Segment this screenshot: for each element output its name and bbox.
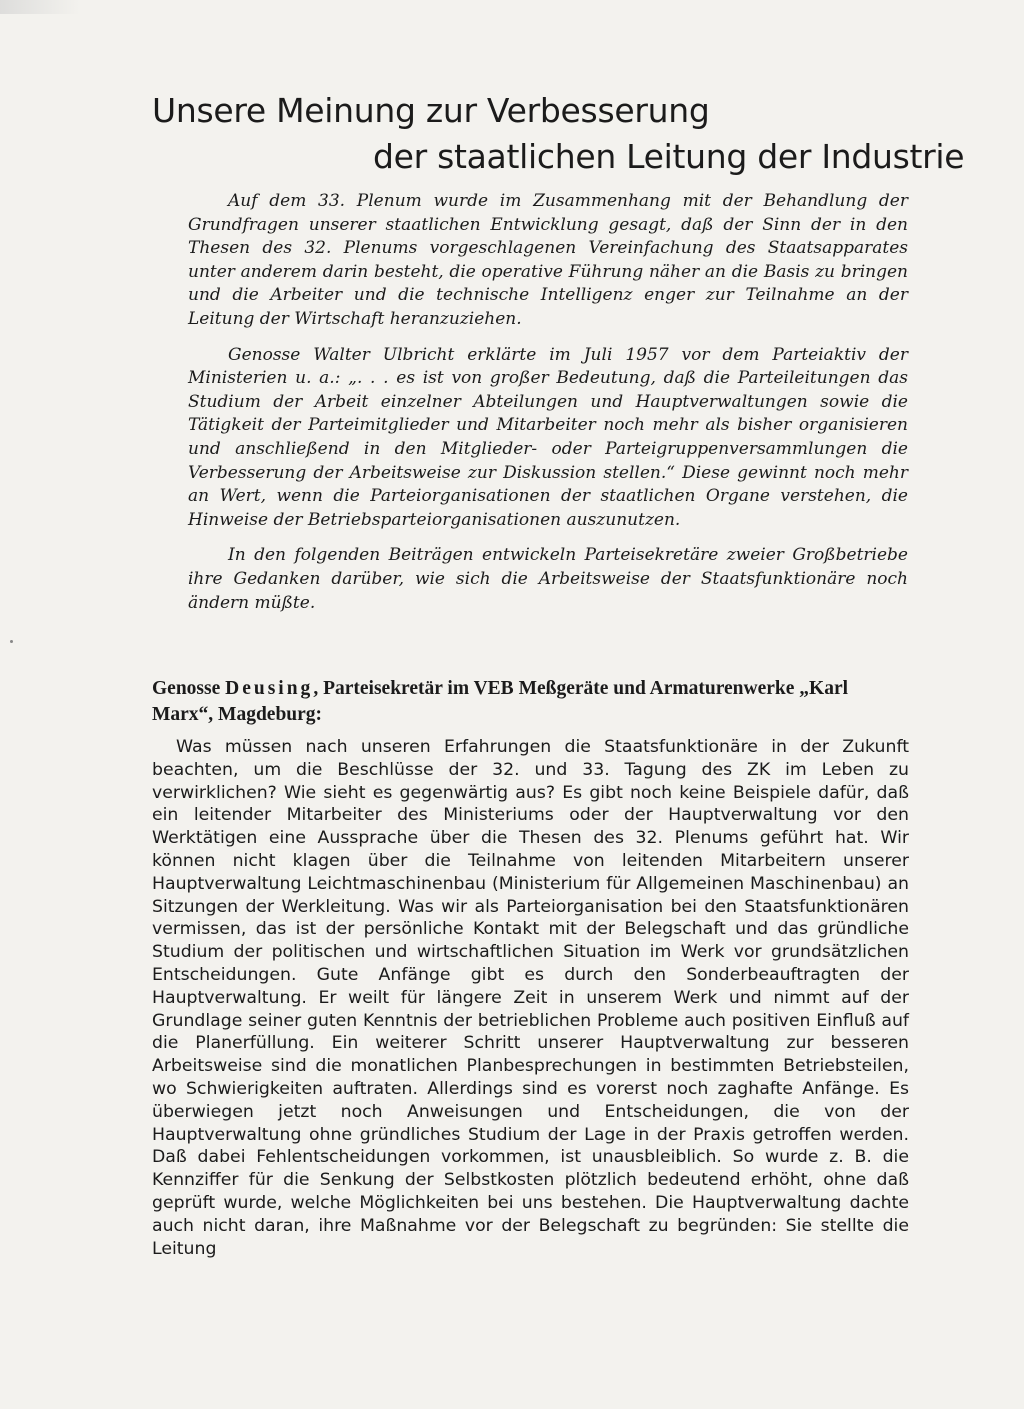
page-title-line-1: Unsere Meinung zur Verbesserung bbox=[152, 91, 710, 130]
article-body bbox=[152, 736, 909, 1260]
author-affiliation: , Parteisekretär im VEB Meßgeräte und Armaturenwerke „Karl Marx“, Magdeburg: bbox=[152, 678, 849, 725]
body-paragraph-1: Was müssen nach unseren Erfahrungen die Staatsfunktionäre in der Zukunft beachten, um die Beschlüsse der 32. und 33. Tagung des ZK im Leben zu verwirklichen? Wie sieht es gegenwärtig aus? Es gibt noch keine Beispiele dafür, daß ein leitender Mitarbeiter des Ministeriums oder der Hauptverwaltung vor den Werktätigen eine Aussprache über die Thesen des 32. Plenums geführt hat. Wir können nicht klagen über die Teilnahme von leitenden Mitarbeitern unserer Hauptverwaltung Leichtmaschinenbau (Ministerium für Allgemeinen Maschinenbau) an Sitzungen der Werkleitung. Was wir als Parteiorganisation bei den Staatsfunktionären vermissen, das ist der persönliche Kontakt mit der Belegschaft und das gründliche Studium der politischen und wirtschaftlichen Situation im Werk vor grundsätzlichen Entscheidungen. Gute Anfänge gibt es durch den Sonderbeauftragten der Hauptverwaltung. Er weilt für längere Zeit in unserem Werk und nimmt auf der Grundlage seiner guten Kenntnis der betrieblichen Probleme auch positiven Einfluß auf die Planerfüllung. Ein weiterer Schritt unserer Hauptverwaltung zur besseren Arbeitsweise sind die monatlichen Planbesprechungen in bestimmten Betriebsteilen, wo Schwierigkeiten auftraten. Allerdings sind es vorerst noch zaghafte Anfänge. Es überwiegen jetzt noch Anweisungen und Entscheidungen, die von der Hauptverwaltung ohne gründliches Studium der Lage in der Praxis getroffen werden. Daß dabei Fehlentscheidungen vorkommen, ist unausbleiblich. So wurde z. B. die Kennziffer für die Senkung der Selbstkosten plötzlich bedeutend erhöht, ohne daß geprüft wurde, welche Möglichkeiten bei uns bestehen. Die Hauptverwaltung dachte auch nicht daran, ihre Maßnahme vor der Belegschaft zu begründen: Sie stellte die Leitung bbox=[152, 737, 909, 1259]
intro-section bbox=[188, 190, 908, 627]
intro-paragraph-1: Auf dem 33. Plenum wurde im Zusammenhang mit der Behandlung der Grundfragen unserer staatlichen Entwicklung gesagt, daß der Sinn der in den Thesen des 32. Plenums vorgeschlagenen Vereinfachung des Staatsapparates unter anderem darin besteht, die operative Führung näher an die Basis zu bringen und die Arbeiter und die technische Intelligenz enger zur Teilnahme an der Leitung der Wirtschaft heranzuziehen. bbox=[188, 191, 908, 329]
intro-paragraph-3: In den folgenden Beiträgen entwickeln Parteisekretäre zweier Großbetriebe ihre Gedanken darüber, wie sich die Arbeitsweise der Staatsfunktionäre noch ändern müßte. bbox=[188, 545, 908, 613]
author-name: Deusing bbox=[225, 678, 314, 699]
intro-paragraph-2: Genosse Walter Ulbricht erklärte im Juli 1957 vor dem Parteiaktiv der Ministerien u. a.: „. . . es ist von großer Bedeutung, daß die Parteileitungen das Studium der Arbeit einzelner Abteilungen und Hauptverwaltungen sowie die Tätigkeit der Parteimitglieder und Mitarbeiter noch mehr als bisher organisieren und anschließend in den Mitglieder- oder Parteigruppenversammlungen die Verbesserung der Arbeitsweise zur Diskussion stellen.“ Diese gewinnt noch mehr an Wert, wenn die Parteiorganisationen der staatlichen Organe verstehen, die Hinweise der Betriebsparteiorganisationen auszunutzen. bbox=[188, 344, 908, 530]
page-title-line-2: der staatlichen Leitung der Industrie bbox=[373, 137, 965, 176]
author-heading bbox=[152, 676, 912, 728]
author-prefix: Genosse bbox=[152, 678, 226, 699]
scan-edge-shadow bbox=[0, 0, 80, 14]
scan-speck bbox=[10, 640, 13, 643]
